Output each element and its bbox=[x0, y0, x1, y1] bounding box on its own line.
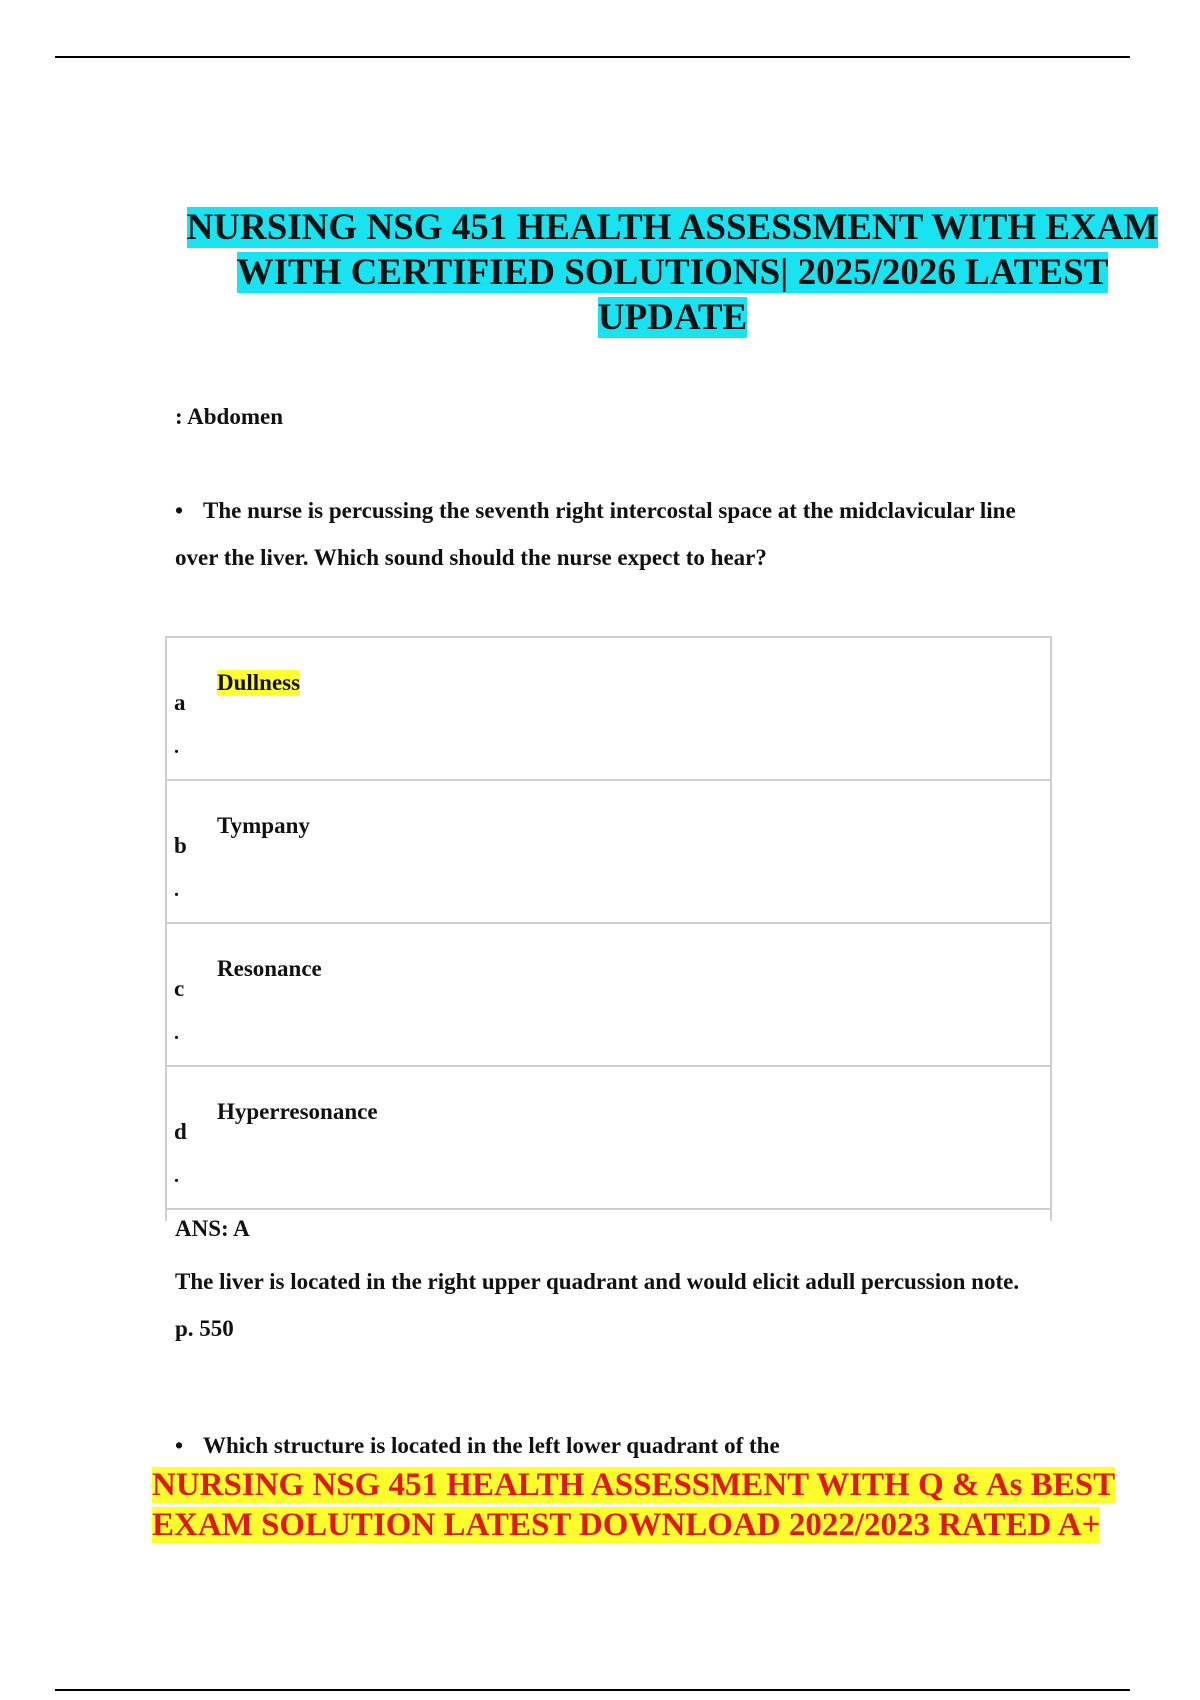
option-letter: a bbox=[174, 690, 186, 715]
answer-options-table bbox=[165, 636, 1052, 1221]
option-text-correct: Dullness bbox=[217, 670, 301, 695]
option-dot: . bbox=[174, 879, 179, 901]
promo-line-2: EXAM SOLUTION LATEST DOWNLOAD 2022/2023 RATED A+ bbox=[152, 1507, 1101, 1543]
document-title bbox=[150, 205, 1195, 340]
answer-key: ANS: A bbox=[175, 1216, 250, 1241]
title-line-1: NURSING NSG 451 HEALTH ASSESSMENT WITH EXAM bbox=[186, 207, 1159, 248]
title-line-3: UPDATE bbox=[597, 297, 748, 338]
section-label: : Abdomen bbox=[175, 404, 283, 429]
top-rule bbox=[55, 56, 1130, 58]
bullet-icon: • bbox=[175, 498, 184, 523]
option-dot: . bbox=[174, 1022, 179, 1044]
option-letter: b bbox=[174, 833, 187, 858]
bullet-icon: • bbox=[175, 1433, 184, 1458]
question-1 bbox=[175, 487, 1035, 581]
option-text: Tympany bbox=[217, 813, 310, 838]
answer-rationale: The liver is located in the right upper quadrant and would elicit adull percussion note. p. 550 bbox=[175, 1269, 1020, 1341]
title-line-2: WITH CERTIFIED SOLUTIONS| 2025/2026 LATEST bbox=[236, 252, 1109, 293]
option-row-a[interactable] bbox=[167, 638, 1050, 781]
option-row-b[interactable] bbox=[167, 781, 1050, 924]
option-letter: c bbox=[174, 976, 185, 1001]
question-1-text: The nurse is percussing the seventh right intercostal space at the midclavicular line over the liver. Which sound should the nurse expect to hear? bbox=[175, 498, 1016, 570]
promo-line-1: NURSING NSG 451 HEALTH ASSESSMENT WITH Q & As BEST bbox=[152, 1467, 1116, 1503]
option-text: Hyperresonance bbox=[217, 1099, 378, 1124]
question-2 bbox=[175, 1422, 1035, 1469]
question-2-text: Which structure is located in the left lower quadrant of the bbox=[203, 1433, 780, 1458]
option-dot: . bbox=[174, 736, 179, 758]
option-letter: d bbox=[174, 1119, 187, 1144]
bottom-rule bbox=[55, 1689, 1130, 1691]
option-dot: . bbox=[174, 1165, 179, 1187]
option-text: Resonance bbox=[217, 956, 322, 981]
option-row-d[interactable] bbox=[167, 1067, 1050, 1210]
promo-banner bbox=[152, 1465, 1192, 1545]
option-row-c[interactable] bbox=[167, 924, 1050, 1067]
